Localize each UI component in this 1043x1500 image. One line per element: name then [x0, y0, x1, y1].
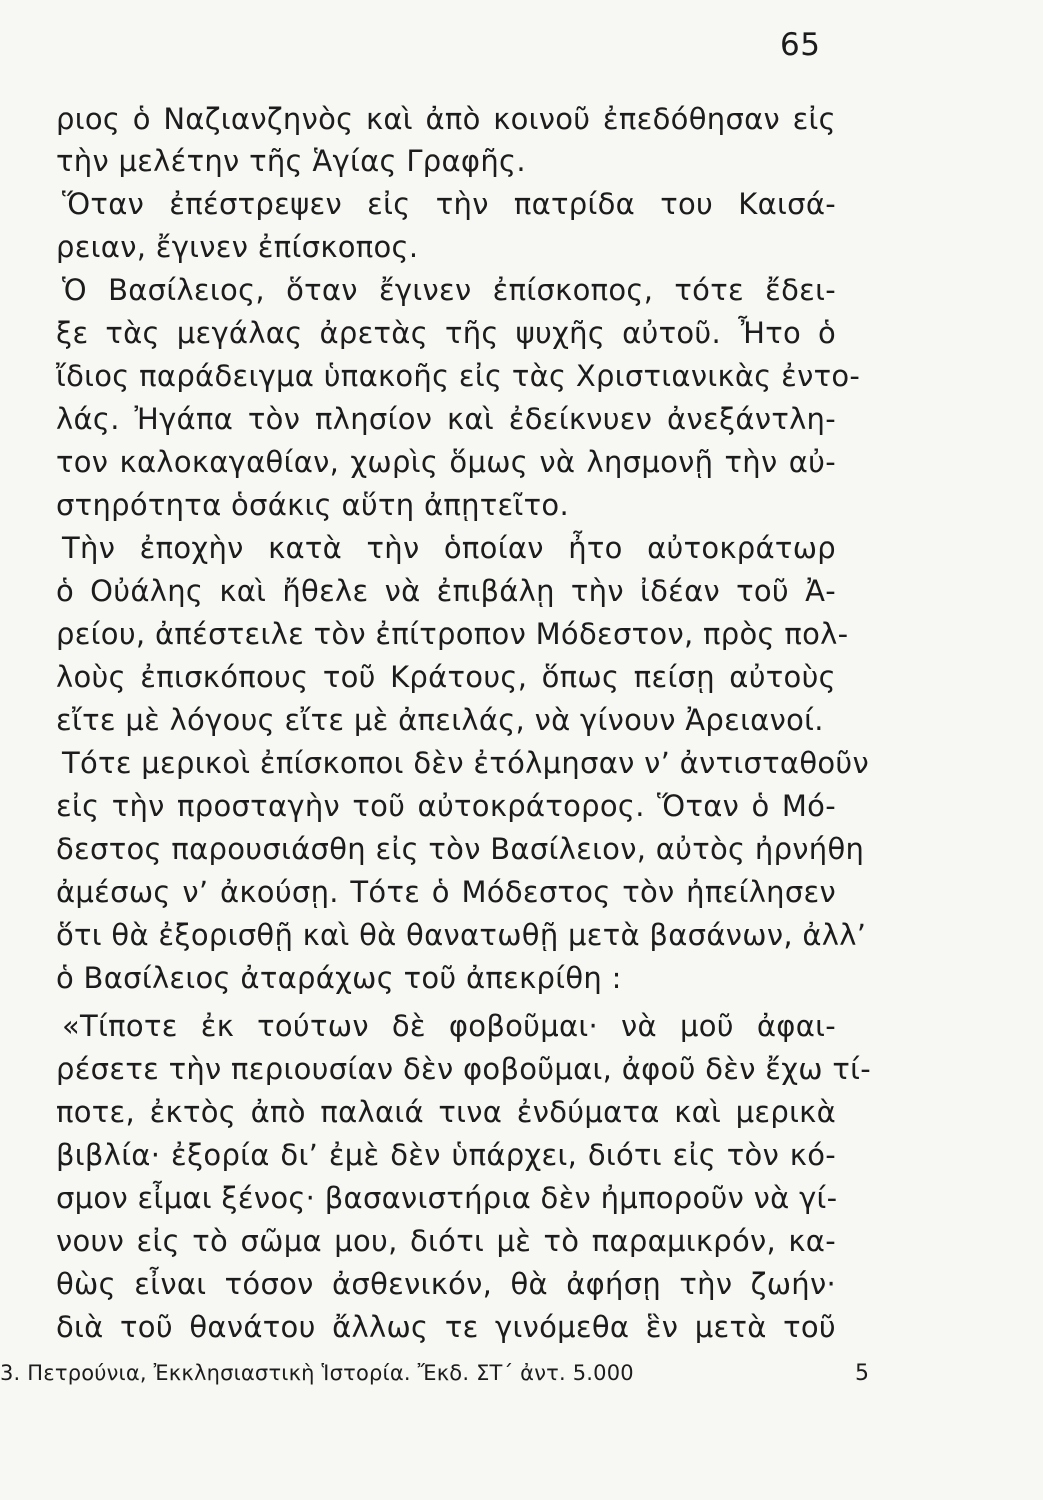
text-line: ποτε, ἐκτὸς ἀπὸ παλαιά τινα ἐνδύματα καὶ μερικὰ	[56, 1095, 836, 1129]
text-line: σμον εἶμαι ξένος· βασανιστήρια δὲν ἠμποροῦν νὰ γί-	[56, 1181, 838, 1215]
text-line: νουν εἰς τὸ σῶμα μου, διότι μὲ τὸ παραμικρόν, κα-	[56, 1224, 836, 1258]
text-line: ὁ Βασίλειος ἀταράχως τοῦ ἀπεκρίθη :	[56, 961, 622, 995]
text-line: ὁ Οὐάλης καὶ ἤθελε νὰ ἐπιβάλῃ τὴν ἰδέαν τοῦ Ἀ-	[56, 574, 836, 608]
text-line: ὅτι θὰ ἐξορισθῇ καὶ θὰ θανατωθῇ μετὰ βασάνων, ἀλλ’	[56, 918, 867, 952]
text-line: ρείου, ἀπέστειλε τὸν ἐπίτροπον Μόδεστον, πρὸς πολ-	[56, 617, 849, 651]
page-number: 65	[780, 27, 821, 63]
text-line: λοὺς ἐπισκόπους τοῦ Κράτους, ὅπως πείσῃ αὐτοὺς	[56, 660, 836, 694]
footer-signature: 5	[855, 1361, 869, 1386]
text-line: Ὁ Βασίλειος, ὅταν ἔγινεν ἐπίσκοπος, τότε ἔδει-	[62, 273, 836, 307]
text-line: Τότε μερικοὶ ἐπίσκοποι δὲν ἐτόλμησαν ν’ ἀντισταθοῦν	[62, 746, 869, 780]
text-line: ξε τὰς μεγάλας ἀρετὰς τῆς ψυχῆς αὐτοῦ. Ἦτο ὁ	[56, 316, 836, 350]
text-line: ρειαν, ἔγινεν ἐπίσκοπος.	[56, 230, 419, 264]
text-line: «Τίποτε ἐκ τούτων δὲ φοβοῦμαι· νὰ μοῦ ἀφαι-	[62, 1009, 836, 1043]
text-line: θὼς εἶναι τόσον ἀσθενικόν, θὰ ἀφήσῃ τὴν ζωήν·	[56, 1267, 836, 1301]
text-line: ρέσετε τὴν περιουσίαν δὲν φοβοῦμαι, ἀφοῦ δὲν ἔχω τί-	[56, 1052, 871, 1086]
text-line: τὴν μελέτην τῆς Ἁγίας Γραφῆς.	[56, 144, 526, 178]
text-line: εἰς τὴν προσταγὴν τοῦ αὐτοκράτορος. Ὅταν ὁ Μό-	[56, 789, 836, 823]
text-line: εἴτε μὲ λόγους εἴτε μὲ ἀπειλάς, νὰ γίνουν Ἀρειανοί.	[56, 703, 824, 737]
footer-citation: 3. Πετρούνια, Ἐκκλησιαστικὴ Ἱστορία. Ἔκδ. ΣΤ΄ ἀντ. 5.000	[0, 1361, 634, 1385]
text-line: ἀμέσως ν’ ἀκούσῃ. Τότε ὁ Μόδεστος τὸν ἠπείλησεν	[56, 875, 836, 909]
text-line: Τὴν ἐποχὴν κατὰ τὴν ὁποίαν ἦτο αὐτοκράτωρ	[62, 531, 836, 565]
text-line: ἴδιος παράδειγμα ὑπακοῆς εἰς τὰς Χριστιανικὰς ἐντο-	[56, 359, 861, 393]
text-line: δεστος παρουσιάσθη εἰς τὸν Βασίλειον, αὐτὸς ἠρνήθη	[56, 832, 865, 866]
text-line: τον καλοκαγαθίαν, χωρὶς ὅμως νὰ λησμονῇ τὴν αὐ-	[56, 445, 836, 479]
text-line: Ὅταν ἐπέστρεψεν εἰς τὴν πατρίδα του Καισά-	[62, 187, 836, 221]
text-line: ριος ὁ Ναζιανζηνὸς καὶ ἀπὸ κοινοῦ ἐπεδόθησαν εἰς	[56, 102, 836, 136]
text-line: βιβλία· ἐξορία δι’ ἐμὲ δὲν ὑπάρχει, διότι εἰς τὸν κό-	[56, 1138, 836, 1172]
text-line: λάς. Ἠγάπα τὸν πλησίον καὶ ἐδείκνυεν ἀνεξάντλη-	[56, 402, 836, 436]
footer	[0, 1363, 1043, 1393]
text-line: στηρότητα ὁσάκις αὕτη ἀπῃτεῖτο.	[56, 488, 569, 522]
text-line: διὰ τοῦ θανάτου ἄλλως τε γινόμεθα ἓν μετὰ τοῦ	[56, 1310, 836, 1344]
